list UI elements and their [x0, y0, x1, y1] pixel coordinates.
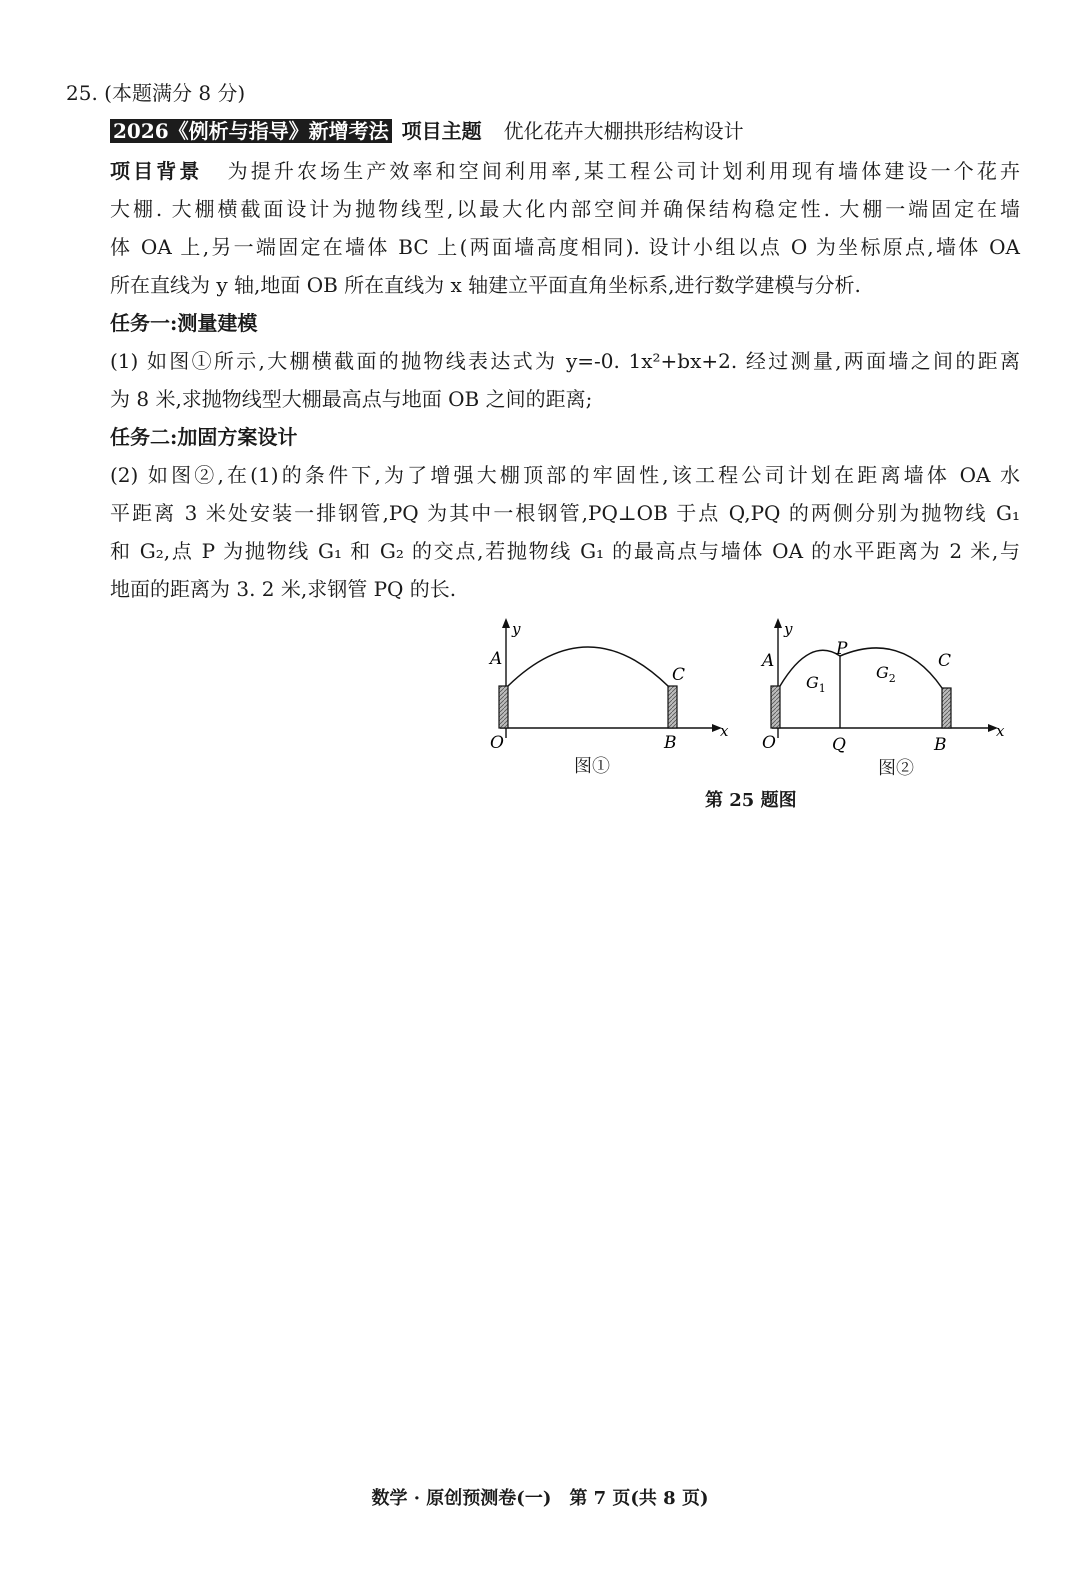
figure-2-caption: 图②: [878, 758, 914, 779]
label-a: A: [762, 651, 775, 671]
task1-title: 任务一:测量建模: [110, 311, 258, 335]
page-footer: 数学 · 原创预测卷(一) 第 7 页(共 8 页): [371, 1488, 709, 1509]
background-text-1: 为提升农场生产效率和空间利用率,某工程公司计划利用现有墙体建设一个花卉: [224, 159, 1021, 183]
label-x: x: [996, 722, 1005, 740]
background-line-2: 大棚. 大棚横截面设计为抛物线型,以最大化内部空间并确保结构稳定性. 大棚一端固定在墙: [110, 197, 1020, 221]
label-c: C: [938, 651, 952, 671]
label-c: C: [672, 665, 686, 685]
task2-title: 任务二:加固方案设计: [110, 425, 298, 449]
background-line-4: 所在直线为 y 轴,地面 OB 所在直线为 x 轴建立平面直角坐标系,进行数学建模与分析.: [110, 273, 861, 297]
task2-line-1: (2) 如图②,在(1)的条件下,为了增强大棚顶部的牢固性,该工程公司计划在距离墙体 OA 水: [110, 463, 1020, 487]
theme-line: [110, 116, 1020, 146]
label-y: y: [784, 620, 793, 638]
background-label: 项目背景: [110, 159, 203, 183]
label-g1: $G_1$: [806, 673, 826, 695]
label-a: A: [490, 649, 503, 669]
theme-label: 项目主题: [401, 119, 482, 143]
y-axis-arrow: [502, 618, 510, 628]
wall-bc: [668, 686, 677, 728]
figure-1: [480, 612, 740, 782]
wall-oa: [771, 686, 780, 728]
label-q: Q: [832, 735, 846, 755]
label-b: B: [934, 735, 947, 755]
background-line-3: 体 OA 上,另一端固定在墙体 BC 上(两面墙高度相同). 设计小组以点 O 为坐标原点,墙体 OA: [110, 235, 1020, 259]
task1-line-1: (1) 如图①所示,大棚横截面的抛物线表达式为 y=-0. 1x²+bx+2. 经过测量,两面墙之间的距离: [110, 349, 1020, 373]
label-g2: $G_2$: [876, 663, 896, 685]
wall-oa: [499, 686, 508, 728]
label-b: B: [664, 733, 677, 753]
label-x: x: [720, 722, 729, 740]
label-o: O: [490, 733, 504, 753]
theme-text: 优化花卉大棚拱形结构设计: [503, 119, 744, 143]
label-y: y: [512, 620, 521, 638]
task1-line-2: 为 8 米,求抛物线型大棚最高点与地面 OB 之间的距离;: [110, 387, 593, 411]
task2-line-4: 地面的距离为 3. 2 米,求钢管 PQ 的长.: [110, 577, 457, 601]
question-header: [66, 78, 245, 108]
question-number: 25.: [66, 81, 98, 105]
score-note: (本题满分 8 分): [104, 81, 246, 105]
y-axis-arrow: [774, 618, 782, 628]
label-o: O: [762, 733, 776, 753]
label-p: P: [836, 639, 848, 659]
parabola-arch: [508, 647, 668, 686]
figure-caption: 第 25 题图: [705, 790, 797, 811]
background-line-1: [110, 156, 1020, 186]
wall-bc: [942, 688, 951, 728]
new-method-tag: 2026《例析与指导》新增考法: [110, 119, 392, 143]
task2-line-2: 平距离 3 米处安装一排钢管,PQ 为其中一根钢管,PQ⊥OB 于点 Q,PQ 的两侧分别为抛物线 G₁: [110, 501, 1020, 525]
figure-1-caption: 图①: [574, 756, 610, 777]
task2-line-3: 和 G₂,点 P 为抛物线 G₁ 和 G₂ 的交点,若抛物线 G₁ 的最高点与墙体 OA 的水平距离为 2 米,与: [110, 539, 1020, 563]
